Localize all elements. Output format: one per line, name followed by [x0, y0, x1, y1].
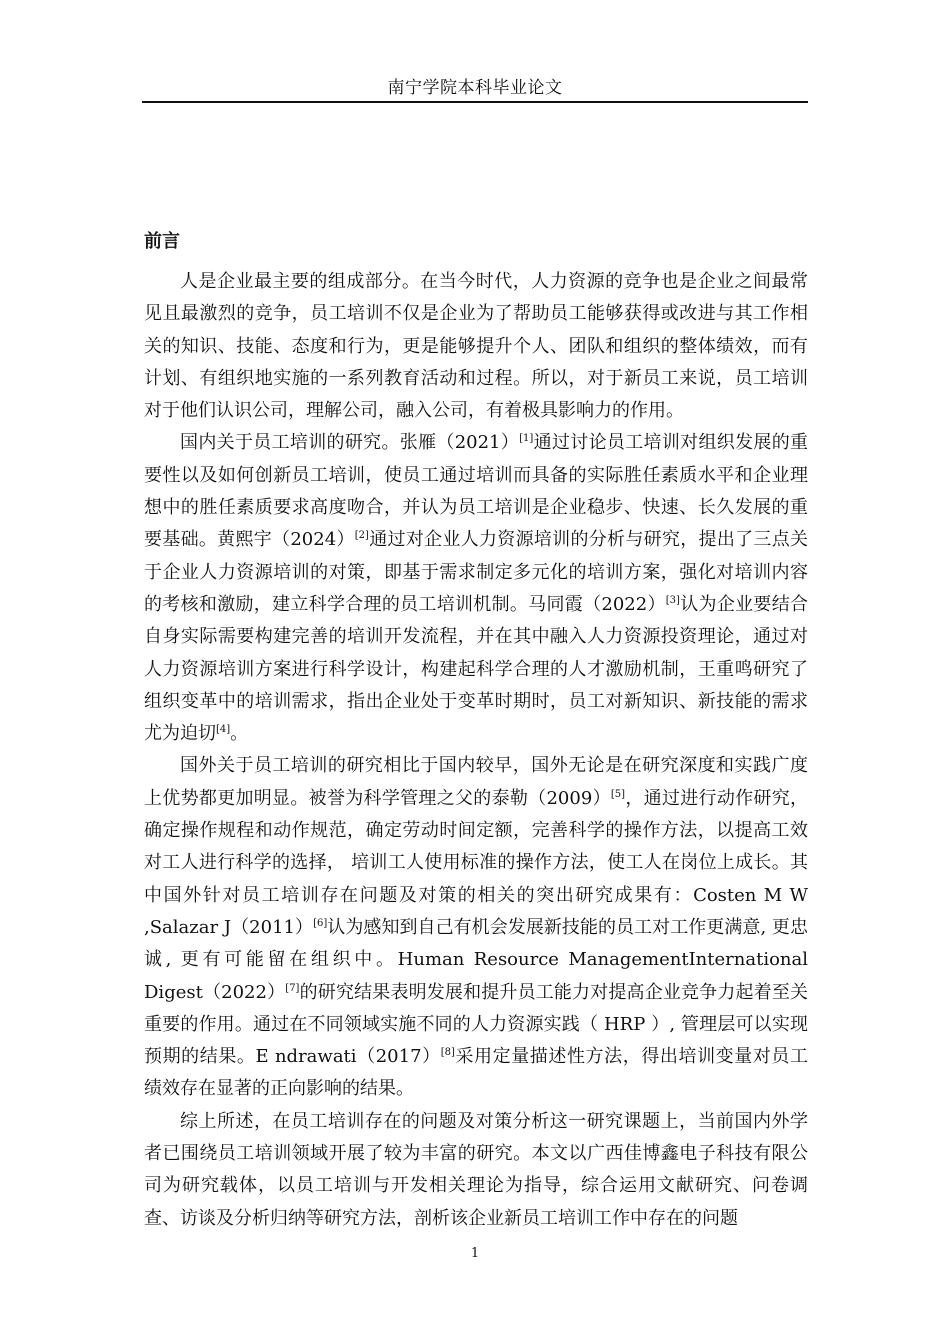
citation-ref: [8] — [440, 1047, 455, 1059]
citation-ref: [1] — [519, 433, 534, 445]
paragraph-text: 认为企业要结合自身实际需要构建完善的培训开发流程，并在其中融入人力资源投资理论，通过对人力资源培训方案进行科学设计，构建起科学合理的人才激励机制，王重鸣研究了组织变革中的培训需求，指出企业处于变革时期时，员工对新知识、新技能的需求尤为迫切 — [144, 593, 808, 745]
paragraph-domestic-research — [144, 427, 808, 750]
paragraph-text: 人是企业最主要的组成部分。在当今时代，人力资源的竞争也是企业之间最常见且最激烈的竞争，员工培训不仅是企业为了帮助员工能够获得或改进与其工作相关的知识、技能、态度和行为，更是能够提升个人、团队和组织的整体绩效，而有计划、有组织地实施的一系列教育活动和过程。所以，对于新员工来说，员工培训对于他们认识公司，理解公司，融入公司，有着极具影响力的作用。 — [144, 271, 808, 422]
citation-ref: [4] — [216, 724, 231, 736]
paragraph-text: ，通过进行动作研究，确定操作规程和动作规范，确定劳动时间定额，完善科学的操作方法，以提高工效对工人进行科学的选择， 培训工人使用标准的操作方法，使工人在岗位上成长。其中国外针对员工培训存在问题及对策的相关的突出研究成果有：Costen M W ,Salazar J（2011） — [144, 787, 809, 938]
paragraph-text: 通过对企业人力资源培训的分析与研究，提出了三点关于企业人力资源培训的对策，即基于需求制定多元化的培训方案，强化对培训内容的考核和激励，建立科学合理的员工培训机制。马同霞（2022） — [144, 529, 809, 615]
paragraph-text: 国内关于员工培训的研究。张雁（2021） — [180, 432, 520, 454]
paragraph-text: 的研究结果表明发展和提升员工能力对提高企业竞争力起着至关重要的作用。通过在不同领域实施不同的人力资源实践（ HRP ）, 管理层可以实现预期的结果。E ndrawati（2017） — [144, 981, 808, 1068]
citation-ref: [3] — [665, 594, 680, 606]
section-title: 前言 — [144, 231, 180, 252]
paragraph-text: 。 — [230, 723, 249, 745]
page-number: 1 — [470, 1246, 480, 1261]
body-text — [144, 266, 808, 1235]
paragraph-text: 国外关于员工培训的研究相比于国内较早，国外无论是在研究深度和实践广度上优势都更加明显。被誉为科学管理之父的泰勒（2009） — [144, 755, 808, 809]
citation-ref: [2] — [354, 530, 369, 542]
citation-ref: [6] — [313, 917, 328, 929]
paragraph-text: 综上所述，在员工培训存在的问题及对策分析这一研究课题上，当前国内外学者已围绕员工培训领域开展了较为丰富的研究。本文以广西佳博鑫电子科技有限公司为研究载体，以员工培训与开发相关理论为指导，综合运用文献研究、问卷调查、访谈及分析归纳等研究方法，剖析该企业新员工培训工作中存在的问题 — [144, 1110, 808, 1229]
header-divider — [142, 101, 808, 103]
paragraph-foreign-research — [144, 750, 808, 1105]
paragraph-text: 采用定量描述性方法，得出培训变量对员工绩效存在显著的正向影响的结果。 — [144, 1046, 809, 1100]
paragraph-text: 认为感知到自己有机会发展新技能的员工对工作更满意, 更忠诚, 更有可能留在组织中。Human Resource ManagementInternational Digest（2022） — [144, 916, 808, 1003]
running-header: 南宁学院本科毕业论文 — [387, 78, 563, 98]
paragraph-intro — [144, 266, 808, 427]
citation-ref: [7] — [285, 982, 300, 994]
citation-ref: [5] — [610, 788, 626, 800]
paragraph-text: 通过讨论员工培训对组织发展的重要性以及如何创新员工培训，使员工通过培训而具备的实际胜任素质水平和企业理想中的胜任素质要求高度吻合，并认为员工培训是企业稳步、快速、长久发展的重要基础。黄熙宇（2024） — [144, 432, 809, 551]
paragraph-summary — [144, 1106, 808, 1235]
